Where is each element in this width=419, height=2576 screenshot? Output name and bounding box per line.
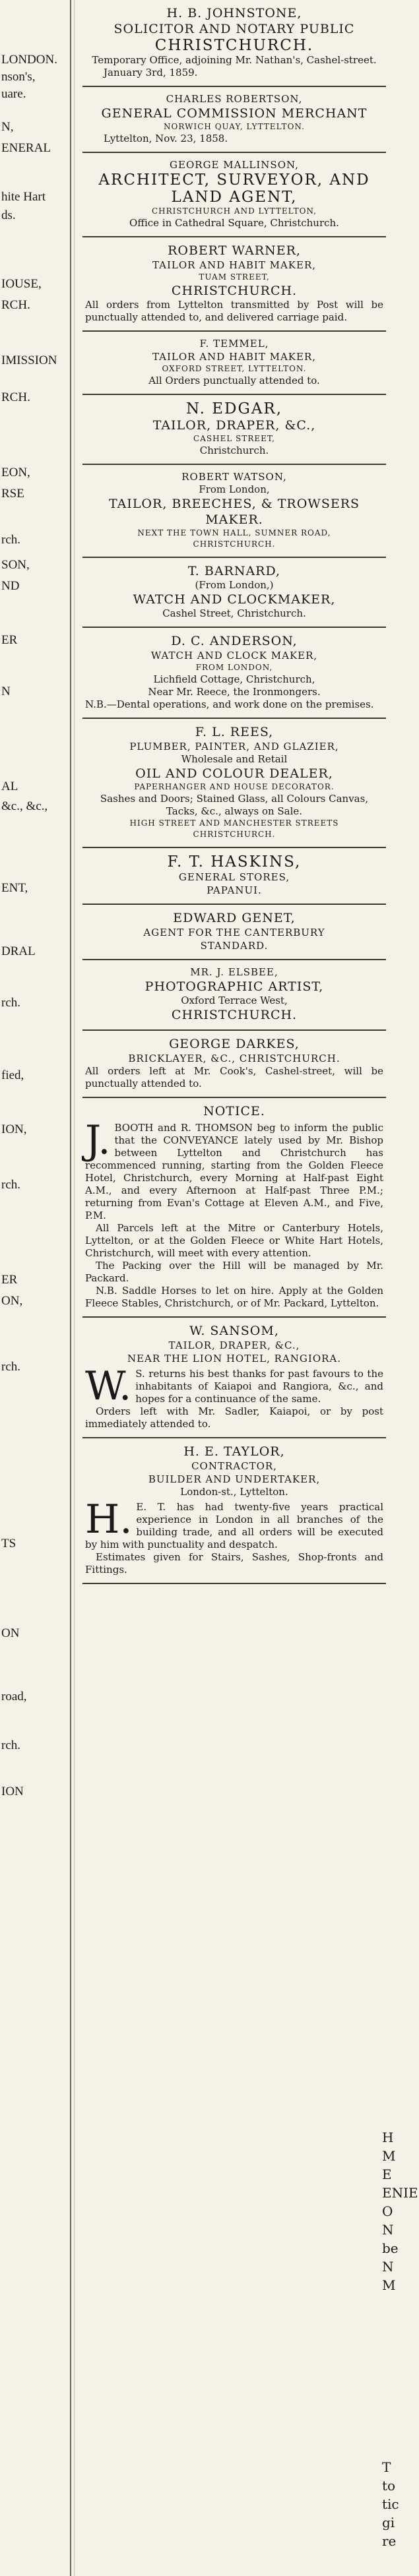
left-fragment-line: SON, (1, 558, 30, 572)
ad-line: PHOTOGRAPHIC ARTIST, (145, 979, 324, 994)
left-fragment-line: &c., &c., (1, 799, 48, 813)
advertisement-notice (82, 1098, 386, 1318)
ad-line: Wholesale and Retail (181, 753, 288, 765)
ad-line: CHRISTCHURCH AND LYTTELTON, (152, 206, 317, 216)
advertisement-sansom (82, 1318, 386, 1438)
right-fragment-line: be (382, 2240, 399, 2256)
left-fragment-line: IMISSION (1, 353, 57, 367)
left-fragment-line: EON, (1, 466, 30, 479)
left-fragment-line: TS (1, 1537, 16, 1550)
ad-line: PAPANUI. (207, 884, 262, 896)
ad-line: WATCH AND CLOCK MAKER, (150, 650, 318, 661)
ad-paragraph: All Parcels left at the Mitre or Canterbury Hotels, Lyttelton, or at the Golden Fleece or White Hart Hotels, Christchurch, will meet with every attention. (85, 1222, 383, 1259)
left-fragment-line: rch. (1, 1738, 21, 1752)
right-fragment-line: gi (382, 2515, 395, 2530)
left-fragment-line: ION (1, 1785, 24, 1798)
ad-line: H. B. JOHNSTONE, (166, 6, 302, 20)
advertisement-watson (82, 465, 386, 558)
left-fragment-line: rch. (1, 1360, 21, 1374)
ad-line: PLUMBER, PAINTER, AND GLAZIER, (129, 741, 339, 752)
right-fragment-line: N (382, 2222, 394, 2238)
ad-line: BRICKLAYER, &C., CHRISTCHURCH. (128, 1053, 340, 1064)
ad-line: Oxford Terrace West, (181, 995, 288, 1006)
ad-body-paragraph (85, 1363, 383, 1409)
left-fragment-line: rch. (1, 1178, 21, 1192)
ad-paragraph: Estimates given for Stairs, Sashes, Shop-fronts and Fittings. (85, 1551, 383, 1576)
ad-line: N.B.—Dental operations, and work done on the premises. (85, 698, 374, 710)
ad-line: F. T. HASKINS, (167, 853, 302, 871)
ad-line: NEXT THE TOWN HALL, SUMNER ROAD, (137, 528, 331, 537)
right-fragment-line: tic (382, 2496, 399, 2512)
ad-line: All Orders punctually attended to. (148, 375, 320, 386)
left-fragment-line: IOUSE, (1, 277, 42, 291)
advertisement-barnard (82, 558, 386, 628)
left-fragment-line: DRAL (1, 944, 36, 958)
ad-line: TAILOR, DRAPER, &C., (152, 418, 316, 433)
right-fragment-line: E (382, 2166, 392, 2182)
ad-heading: NOTICE. (203, 1104, 265, 1119)
left-fragment-line: road, (1, 1690, 27, 1703)
drop-capital: W. (85, 1363, 132, 1409)
ad-line: D. C. ANDERSON, (171, 634, 298, 648)
advertisement-anderson (82, 628, 386, 719)
advertisement-warner (82, 237, 386, 332)
left-fragment-line: ENERAL (1, 141, 51, 155)
ad-line: T. BARNARD, (187, 564, 281, 578)
left-fragment-line: hite Hart (1, 190, 46, 204)
left-fragment-line: ER (1, 633, 18, 647)
ad-line: Office in Cathedral Square, Christchurch. (129, 217, 339, 229)
drop-capital: J. (85, 1117, 111, 1163)
right-fragment-line: M (382, 2277, 396, 2293)
advertisement-johnstone (82, 0, 386, 87)
ad-line: Temporary Office, adjoining Mr. Nathan's, Cashel-street. (92, 54, 377, 66)
ad-line: SOLICITOR AND NOTARY PUBLIC (113, 22, 355, 36)
right-fragment-line: M (382, 2148, 396, 2164)
left-fragment-line: LONDON. (1, 53, 57, 67)
ad-paragraph: N.B. Saddle Horses to let on hire. Apply at the Golden Fleece Stables, Christchurch, or of Mr. Packard, Lyttelton. (85, 1285, 383, 1309)
left-fragment-line: rch. (1, 533, 21, 547)
right-column-fragment (379, 0, 419, 2576)
ad-line: TAILOR AND HABIT MAKER, (152, 259, 317, 271)
left-fragment-line: ds. (1, 208, 16, 222)
ad-line: (From London,) (195, 579, 274, 591)
left-fragment-line: fied, (1, 1068, 24, 1082)
left-fragment-line: ION, (1, 1122, 27, 1136)
left-fragment-line: uare. (1, 87, 26, 101)
ad-line: CHRISTCHURCH. (171, 284, 298, 298)
ad-line: GEORGE DARKES, (169, 1037, 300, 1051)
ad-paragraph: The Packing over the Hill will be managed by Mr. Packard. (85, 1260, 383, 1284)
ad-heading: TAILOR, DRAPER, &C., (168, 1339, 300, 1351)
left-fragment-line: rch. (1, 996, 21, 1010)
ad-body-paragraph (85, 1117, 383, 1222)
ad-line: CHRISTCHURCH. (193, 830, 276, 839)
ad-line: Lichfield Cottage, Christchurch, (153, 673, 315, 685)
ad-line: HIGH STREET AND MANCHESTER STREETS (129, 818, 339, 828)
advertisement-haskins (82, 848, 386, 905)
ad-heading: CONTRACTOR, (191, 1460, 277, 1472)
ad-line: Lyttelton, Nov. 23, 1858. (104, 133, 228, 144)
ad-body-text: E. T. has had twenty-five years practical experience in London in all branches of the building trade, and all orders will be executed by him with punctuality and despatch. (85, 1501, 383, 1550)
ad-line: CHARLES ROBERTSON, (166, 93, 303, 105)
ad-line: MAKER. (205, 512, 263, 527)
advertisement-edgar (82, 395, 386, 465)
advertisement-robertson (82, 87, 386, 153)
ad-line: OIL AND COLOUR DEALER, (135, 766, 333, 781)
ad-body-paragraph (85, 1496, 383, 1551)
left-fragment-line: AL (1, 780, 18, 793)
column-divider (70, 0, 71, 2576)
ad-line: GENERAL COMMISSION MERCHANT (101, 106, 368, 121)
ad-line: F. TEMMEL, (199, 338, 269, 350)
ad-line: January 3rd, 1859. (104, 67, 198, 78)
left-fragment-line: RSE (1, 487, 24, 501)
left-fragment-line: ENT, (1, 881, 28, 895)
ad-line: CHRISTCHURCH. (193, 539, 276, 549)
ad-line: NORWICH QUAY, LYTTELTON. (164, 122, 305, 131)
ad-line: TAILOR AND HABIT MAKER, (152, 351, 317, 363)
left-fragment-line: ON, (1, 1294, 23, 1308)
ad-line: AGENT FOR THE CANTERBURY (143, 927, 325, 938)
right-fragment-line: re (382, 2533, 397, 2549)
ad-line: ARCHITECT, SURVEYOR, AND (98, 171, 370, 189)
ad-paragraph: Orders left with Mr. Sadler, Kaiapoi, or by post immediately attended to. (85, 1405, 383, 1430)
ad-line: ROBERT WARNER, (168, 243, 301, 258)
ad-line: From London, (199, 483, 270, 495)
left-fragment-line: nson's, (1, 70, 36, 84)
ad-body-text: S. returns his best thanks for past favours to the inhabitants of Kaiapoi and Rangiora, &c., and hopes for a continuance of the same. (135, 1368, 383, 1405)
ad-line: EDWARD GENET, (173, 911, 296, 925)
ad-heading: NEAR THE LION HOTEL, RANGIORA. (127, 1353, 342, 1365)
advertisement-column (82, 0, 386, 1584)
ad-line: OXFORD STREET, LYTTELTON. (162, 364, 307, 373)
left-fragment-line: N, (1, 120, 14, 134)
ad-line: FROM LONDON, (195, 663, 273, 672)
advertisement-taylor (82, 1438, 386, 1584)
advertisement-darkes (82, 1031, 386, 1098)
ad-line: GEORGE MALLINSON, (170, 159, 299, 171)
ad-line: Sashes and Doors; Stained Glass, all Colours Canvas, Tacks, &c., always on Sale. (100, 793, 369, 817)
left-fragment-line: ON (1, 1626, 20, 1640)
advertisement-elsbee (82, 960, 386, 1031)
right-fragment-line: N (382, 2259, 394, 2275)
ad-line: GENERAL STORES, (178, 871, 290, 883)
ad-line: All orders left at Mr. Cook's, Cashel-street, will be punctually attended to. (85, 1065, 383, 1089)
right-fragment-line: ENIE (382, 2185, 418, 2201)
right-fragment-line: T (382, 2459, 391, 2475)
drop-capital: H. (85, 1496, 133, 1543)
left-fragment-line: ER (1, 1273, 18, 1287)
ad-heading: BUILDER AND UNDERTAKER, (148, 1473, 321, 1485)
advertisement-genet (82, 905, 386, 960)
ad-line: STANDARD. (200, 940, 269, 952)
ad-line: CHRISTCHURCH. (154, 37, 314, 54)
right-fragment-line: O (382, 2203, 393, 2219)
right-fragment-line: to (382, 2478, 396, 2494)
advertisement-mallinson (82, 153, 386, 237)
left-fragment-line: N (1, 685, 11, 698)
advertisement-temmel (82, 332, 386, 395)
ad-line: Cashel Street, Christchurch. (162, 607, 306, 619)
ad-line: MR. J. ELSBEE, (190, 966, 278, 978)
right-fragment-line: H (382, 2130, 394, 2145)
ad-body-text: BOOTH and R. THOMSON beg to inform the public that the CONVEYANCE lately used by Mr. Bishop between Lyttelton and Christchurch has recommenced running, starting from the Golden Fleece Hotel, Christchurch, every Morning at Half-past Eight A.M., and every Afternoon at Half-past Three P.M.; returning from Evan's Cottage at Eleven A.M., and Five, P.M. (85, 1122, 383, 1221)
ad-line: WATCH AND CLOCKMAKER, (133, 592, 336, 607)
left-fragment-line: RCH. (1, 298, 30, 312)
ad-line: CASHEL STREET, (193, 434, 275, 443)
ad-line: All orders from Lyttelton transmitted by Post will be punctually attended to, and delivered carriage paid. (85, 299, 383, 323)
ad-heading: H. E. TAYLOR, (183, 1444, 285, 1459)
ad-line: LAND AGENT, (171, 189, 298, 206)
ad-line: CHRISTCHURCH. (171, 1008, 298, 1022)
left-fragment-line: RCH. (1, 390, 30, 404)
ad-heading: London-st., Lyttelton. (180, 1486, 288, 1498)
left-column-fragment (0, 0, 75, 2576)
ad-line: TUAM STREET, (199, 272, 270, 282)
ad-line: ROBERT WATSON, (181, 471, 287, 483)
ad-line: N. EDGAR, (185, 400, 283, 417)
ad-line: TAILOR, BREECHES, & TROWSERS (108, 497, 360, 511)
ad-line: Christchurch. (199, 445, 269, 456)
left-fragment-line: ND (1, 579, 20, 593)
advertisement-rees (82, 719, 386, 848)
ad-line: F. L. REES, (195, 725, 274, 739)
ad-heading: W. SANSOM, (189, 1324, 279, 1338)
ad-line: PAPERHANGER AND HOUSE DECORATOR. (134, 782, 335, 791)
ad-line: Near Mr. Reece, the Ironmongers. (148, 686, 321, 698)
